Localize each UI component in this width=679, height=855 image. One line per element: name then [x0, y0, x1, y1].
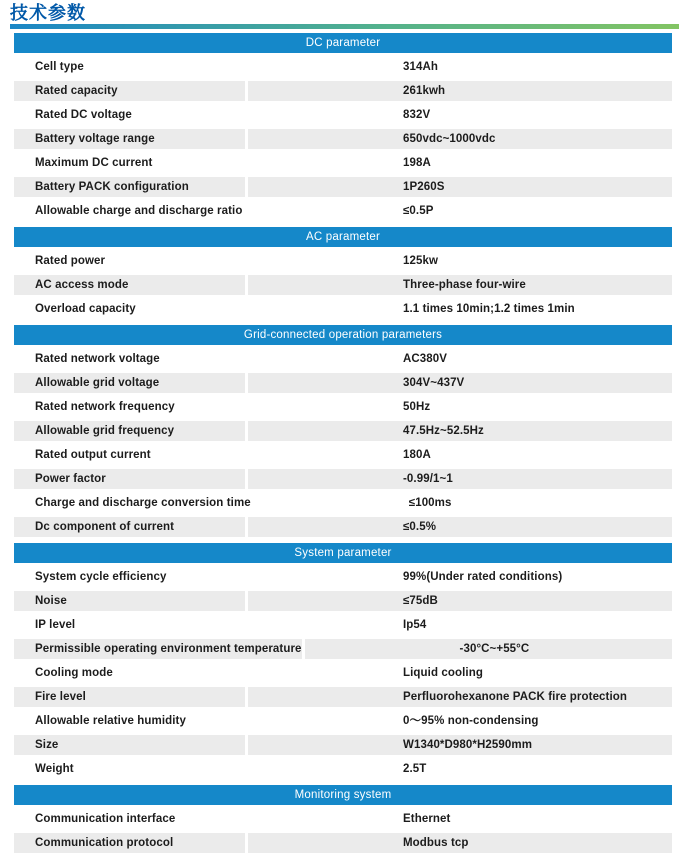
row-value: 1.1 times 10min;1.2 times 1min — [403, 303, 575, 315]
table-row — [14, 199, 672, 223]
table-row — [14, 685, 672, 709]
section-header-0: DC parameter — [14, 33, 672, 53]
table-row — [14, 589, 672, 613]
row-value: ≤0.5P — [403, 205, 434, 217]
table-row — [14, 297, 672, 321]
row-value: 304V~437V — [248, 373, 672, 393]
table-row — [14, 273, 672, 297]
row-value: 0～95% non-condensing — [403, 715, 539, 727]
row-label: Noise — [14, 591, 245, 611]
row-label: Weight — [35, 763, 74, 775]
row-value: 180A — [403, 449, 431, 461]
row-label: IP level — [35, 619, 76, 631]
row-value: Liquid cooling — [403, 667, 483, 679]
row-label: Cell type — [35, 61, 84, 73]
row-value: W1340*D980*H2590mm — [248, 735, 672, 755]
table-row — [14, 79, 672, 103]
row-label: Charge and discharge conversion time — [35, 497, 251, 509]
table-row — [14, 443, 672, 467]
row-value: 47.5Hz~52.5Hz — [248, 421, 672, 441]
spec-table — [14, 33, 672, 855]
row-value: Modbus tcp — [248, 833, 672, 853]
table-row — [14, 515, 672, 539]
row-value: Ip54 — [403, 619, 427, 631]
table-row — [14, 637, 672, 661]
row-value: -0.99/1~1 — [248, 469, 672, 489]
row-value: Three-phase four-wire — [248, 275, 672, 295]
table-row — [14, 807, 672, 831]
row-value: ≤0.5% — [248, 517, 672, 537]
row-label: Battery PACK configuration — [14, 177, 245, 197]
row-label: AC access mode — [14, 275, 245, 295]
row-label: Overload capacity — [35, 303, 136, 315]
row-label: Allowable charge and discharge ratio — [35, 205, 243, 217]
row-value: 650vdc~1000vdc — [248, 129, 672, 149]
row-label: Communication interface — [35, 813, 176, 825]
row-label: Fire level — [14, 687, 245, 707]
row-value: 2.5T — [403, 763, 427, 775]
table-row — [14, 491, 672, 515]
row-value: -30°C~+55°C — [305, 639, 672, 659]
row-label: Communication protocol — [14, 833, 245, 853]
row-label: Allowable grid voltage — [14, 373, 245, 393]
row-label: Permissible operating environment temperature — [14, 639, 302, 659]
table-row — [14, 249, 672, 273]
gradient-divider — [10, 24, 679, 29]
table-row — [14, 709, 672, 733]
row-label: Battery voltage range — [14, 129, 245, 149]
table-row — [14, 55, 672, 79]
row-value: ≤75dB — [248, 591, 672, 611]
row-label: Allowable grid frequency — [14, 421, 245, 441]
page-title: 技术参数 — [10, 3, 86, 23]
row-label: Power factor — [14, 469, 245, 489]
table-row — [14, 565, 672, 589]
row-label: Rated power — [35, 255, 106, 267]
section-header-4: Monitoring system — [14, 785, 672, 805]
section-header-1: AC parameter — [14, 227, 672, 247]
row-value: 314Ah — [403, 61, 439, 73]
row-label: Rated network frequency — [35, 401, 175, 413]
table-row — [14, 757, 672, 781]
row-value: 1P260S — [248, 177, 672, 197]
table-row — [14, 733, 672, 757]
row-value: AC380V — [403, 353, 448, 365]
row-label: Maximum DC current — [35, 157, 153, 169]
table-row — [14, 103, 672, 127]
row-value: ≤100ms — [408, 497, 452, 509]
section-header-3: System parameter — [14, 543, 672, 563]
table-row — [14, 419, 672, 443]
table-row — [14, 831, 672, 855]
row-label: Rated capacity — [14, 81, 245, 101]
table-row — [14, 371, 672, 395]
row-value: 125kw — [403, 255, 439, 267]
row-value: 832V — [403, 109, 431, 121]
row-label: Rated output current — [35, 449, 151, 461]
table-row — [14, 467, 672, 491]
table-row — [14, 347, 672, 371]
table-row — [14, 127, 672, 151]
row-value: 198A — [403, 157, 431, 169]
row-label: Rated DC voltage — [35, 109, 132, 121]
section-header-2: Grid-connected operation parameters — [14, 325, 672, 345]
row-label: Rated network voltage — [35, 353, 160, 365]
row-value: 261kwh — [248, 81, 672, 101]
row-label: Cooling mode — [35, 667, 113, 679]
table-row — [14, 613, 672, 637]
row-value: 99%(Under rated conditions) — [403, 571, 563, 583]
row-label: Size — [14, 735, 245, 755]
row-label: System cycle efficiency — [35, 571, 167, 583]
table-row — [14, 151, 672, 175]
table-row — [14, 661, 672, 685]
table-row — [14, 395, 672, 419]
row-label: Allowable relative humidity — [35, 715, 186, 727]
row-value: Ethernet — [403, 813, 451, 825]
row-value: 50Hz — [403, 401, 431, 413]
row-label: Dc component of current — [14, 517, 245, 537]
row-value: Perfluorohexanone PACK fire protection — [248, 687, 672, 707]
table-row — [14, 175, 672, 199]
